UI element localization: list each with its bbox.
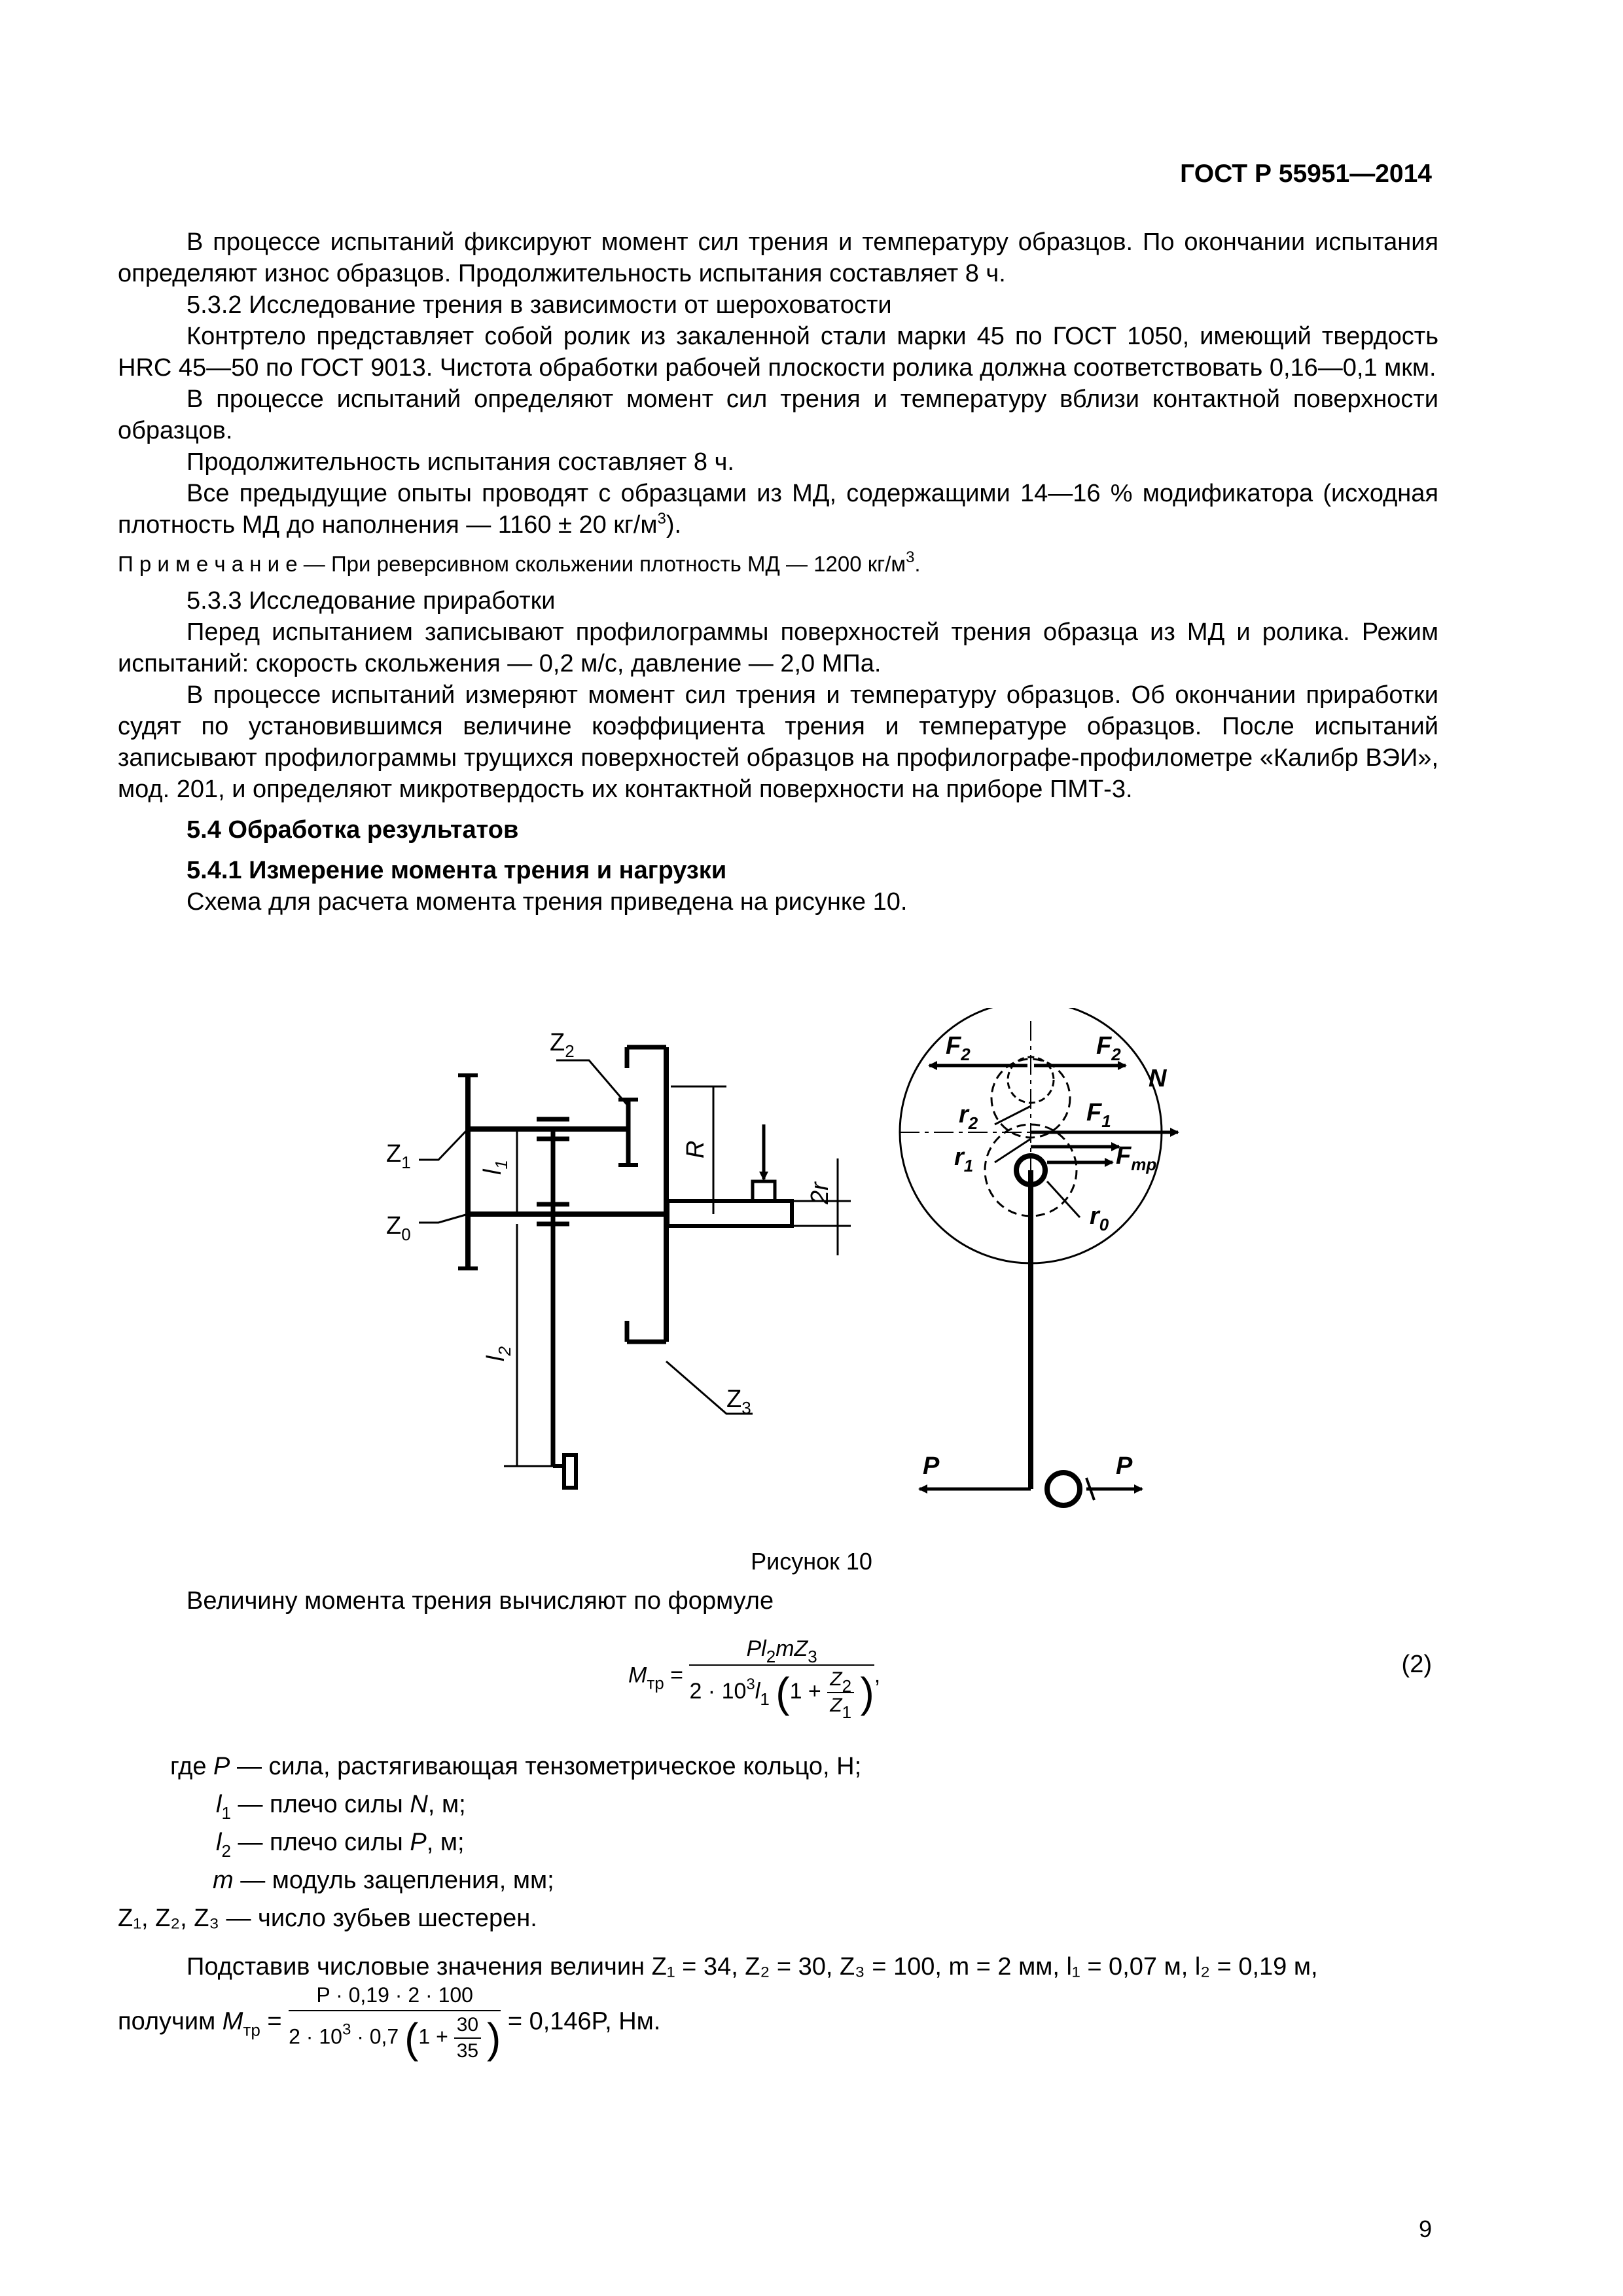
paragraph: В процессе испытаний фиксируют момент сил трения и температуру образцов. По окончании испытания определяют износ образцов. Продолжительность испытания составляет 8 ч. <box>118 228 1438 287</box>
note-end: . <box>914 552 921 576</box>
paragraph: Контртело представляет собой ролик из закаленной стали марки 45 по ГОСТ 1050, имеющий твердость HRC 45—50 по ГОСТ 9013. Чистота обработки рабочей плоскости ролика должна соответствовать 0,16—0,1 мкм. <box>118 323 1438 382</box>
formula-lhs-sub: тр <box>647 1673 664 1693</box>
label-z1: $Z_1$ <box>386 1140 411 1172</box>
note <box>118 550 1438 579</box>
paragraph: Продолжительность испытания составляет 8 ч. <box>187 448 734 476</box>
label-R: R <box>682 1140 709 1158</box>
force-labels <box>923 1032 1168 1480</box>
gear-train-diagram <box>419 1047 851 1488</box>
label-2r: 2r <box>806 1182 834 1204</box>
superscript: 3 <box>657 510 666 528</box>
result-value: = 0,146P, Нм. <box>507 2007 661 2036</box>
formula-denominator: $2 \cdot 10^3l_1$ (1 + $\frac{Z_2}{Z_1}$ ) <box>689 1668 874 1722</box>
definition-l2: $l_2$ — плечо силы P, м; <box>216 1829 465 1861</box>
label-r0: $r_0$ <box>1090 1202 1109 1234</box>
label-f2-right: $F_2$ <box>1096 1032 1121 1064</box>
label-f1: $F_1$ <box>1086 1099 1111 1131</box>
paragraph-end: ). <box>666 511 682 539</box>
figure-diagram <box>0 1008 1623 1518</box>
definition-m: m — модуль зацепления, мм; <box>213 1867 554 1894</box>
label-l1: $l_1$ <box>479 1160 511 1175</box>
note-label: П р и м е ч а н и е <box>118 552 298 576</box>
subsection-title: 5.3.2 Исследование трения в зависимости от шероховатости <box>187 291 892 319</box>
definition-z: Z₁, Z₂, Z₃ — число зубьев шестерен. <box>118 1905 537 1932</box>
label-z3: $Z_3$ <box>726 1386 751 1418</box>
substitution-text: Подставив числовые значения величин Z₁ = 34, Z₂ = 30, Z₃ = 100, m = 2 мм, l₁ = 0,07 м, l₂ = 0,19 м, <box>187 1953 1318 1981</box>
formula-number: (2) <box>1401 1651 1432 1678</box>
formula-lhs: M <box>628 1662 647 1688</box>
result-numerator: P · 0,19 · 2 · 100 <box>289 1983 501 2011</box>
label-r2: $r_2$ <box>959 1101 978 1133</box>
paragraph: Перед испытанием записывают профилограммы поверхностей трения образца из МД и ролика. Режим испытаний: скорость скольжения — 0,2 м/с, давление — 2,0 МПа. <box>118 619 1438 677</box>
figure-caption: Рисунок 10 <box>751 1548 872 1575</box>
section-heading: 5.4 Обработка результатов <box>187 816 519 844</box>
paragraph: В процессе испытаний измеряют момент сил трения и температуру образцов. Об окончании приработки судят по установившимся величине коэффициента трения и температуре образцов. После испытаний записывают профилограммы трущихся поверхностей образцов на профилографе-профилометре «Калибр ВЭИ», мод. 201, и определяют микротвердость их контактной поверхности на приборе ПМТ-3. <box>118 681 1438 803</box>
document-header: ГОСТ Р 55951—2014 <box>1180 160 1432 188</box>
label-z0: $Z_0$ <box>386 1212 411 1244</box>
note-text: — При реверсивном скольжении плотность МД — 1200 кг/м <box>297 552 906 576</box>
label-n: N <box>1149 1065 1167 1092</box>
label-l2: $l_2$ <box>482 1346 514 1361</box>
superscript: 3 <box>906 548 915 566</box>
gear-train-labels <box>386 1029 834 1418</box>
label-p-right: P <box>1116 1452 1133 1480</box>
formula-intro: Величину момента трения вычисляют по формуле <box>187 1587 774 1615</box>
label-ftr: $F_{тр}$ <box>1116 1142 1157 1174</box>
label-z2: $Z_2$ <box>550 1029 575 1061</box>
label-f2-left: $F_2$ <box>946 1032 971 1064</box>
paragraph: Схема для расчета момента трения приведена на рисунке 10. <box>187 888 908 916</box>
body-text <box>118 226 1438 918</box>
paragraph <box>118 478 1438 541</box>
result-denominator: $2 \cdot 10^3 \cdot 0,7$ (1 + $\frac{30}{35}$ ) <box>289 2014 501 2062</box>
subsection-title: 5.3.3 Исследование приработки <box>187 587 556 615</box>
label-r1: $r_1$ <box>954 1143 974 1175</box>
formula-2: $M_{тр}$ = $Pl_2mZ_3$ $2 \cdot 10^3l_1$ (1 + $\frac{Z_2}{Z_1}$ ) , <box>628 1636 881 1722</box>
definition-p: где P — сила, растягивающая тензометрическое кольцо, Н; <box>170 1753 862 1780</box>
label-p-left: P <box>923 1452 940 1480</box>
formula-fraction <box>689 1636 874 1722</box>
paragraph-text: Все предыдущие опыты проводят с образцами из МД, содержащими 14—16 % модификатора (исходная плотность МД до наполнения — 1160 ± 20 кг/м <box>118 480 1438 539</box>
page-number: 9 <box>1418 2215 1432 2242</box>
figure-10 <box>0 1008 1623 1518</box>
definition-l1: $l_1$ — плечо силы N, м; <box>216 1791 466 1823</box>
paragraph: В процессе испытаний определяют момент сил трения и температуру вблизи контактной поверхности образцов. <box>118 386 1438 444</box>
formula-numerator: $Pl_2mZ_3$ <box>689 1636 874 1666</box>
substitution-result: получим $M_{тр}$ = P · 0,19 · 2 · 100 $2 \cdot 10^3 \cdot 0,7$ (1 + $\frac{30}{35}$ ) = 0,146P, Нм. <box>118 1983 661 2062</box>
result-fraction <box>289 1983 501 2062</box>
subsection-heading: 5.4.1 Измерение момента трения и нагрузки <box>187 857 727 884</box>
force-diagram <box>900 1008 1178 1505</box>
